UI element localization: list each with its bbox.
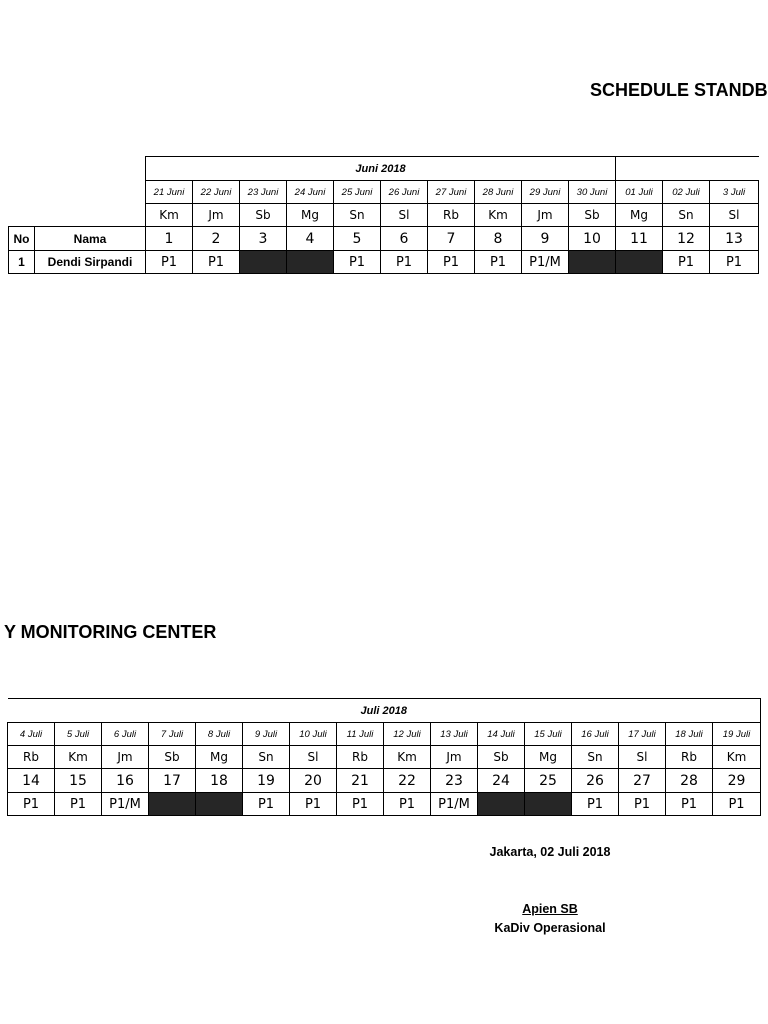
day-number-cell: 28 (666, 769, 713, 793)
day-cell: Rb (8, 746, 55, 769)
date-cell: 02 Juli (663, 181, 710, 204)
date-cell: 6 Juli (102, 723, 149, 746)
shift-cell: P1/M (431, 793, 478, 816)
day-number-cell: 15 (55, 769, 102, 793)
shift-cell: P1 (193, 251, 240, 274)
shift-cell: P1 (337, 793, 384, 816)
date-cell: 11 Juli (337, 723, 384, 746)
date-cell: 26 Juni (381, 181, 428, 204)
date-cell: 14 Juli (478, 723, 525, 746)
date-cell: 19 Juli (713, 723, 761, 746)
signer-title: KaDiv Operasional (494, 921, 606, 935)
date-cell: 4 Juli (8, 723, 55, 746)
day-number-cell: 8 (475, 227, 522, 251)
date-cell: 7 Juli (149, 723, 196, 746)
day-cell: Km (713, 746, 761, 769)
day-cell: Jm (193, 204, 240, 227)
day-cell: Sl (290, 746, 337, 769)
employee-name: Dendi Sirpandi (35, 251, 146, 274)
month-header-july: Juli 2018 (8, 699, 761, 723)
day-number-cell: 20 (290, 769, 337, 793)
shift-cell: P1 (475, 251, 522, 274)
day-cell: Rb (428, 204, 475, 227)
shift-cell: P1 (146, 251, 193, 274)
schedule-table-july (7, 698, 761, 816)
day-number-cell: 19 (243, 769, 290, 793)
blank-cell (9, 157, 35, 181)
date-cell: 27 Juni (428, 181, 475, 204)
day-cell: Sb (149, 746, 196, 769)
month-header-july-partial (616, 157, 759, 181)
day-number-cell: 29 (713, 769, 761, 793)
off-day-cell (240, 251, 287, 274)
day-cell: Mg (616, 204, 663, 227)
off-day-cell (616, 251, 663, 274)
day-cell: Mg (525, 746, 572, 769)
shift-cell: P1 (381, 251, 428, 274)
day-cell: Sn (243, 746, 290, 769)
header-no: No (9, 227, 35, 251)
date-cell: 28 Juni (475, 181, 522, 204)
date-cell: 17 Juli (619, 723, 666, 746)
day-number-cell: 21 (337, 769, 384, 793)
day-number-cell: 4 (287, 227, 334, 251)
date-cell: 16 Juli (572, 723, 619, 746)
day-number-cell: 2 (193, 227, 240, 251)
day-number-cell: 12 (663, 227, 710, 251)
day-cell: Sb (569, 204, 616, 227)
day-cell: Km (475, 204, 522, 227)
day-cell: Mg (287, 204, 334, 227)
date-cell: 25 Juni (334, 181, 381, 204)
date-cell: 22 Juni (193, 181, 240, 204)
blank-cell (35, 181, 146, 204)
day-cell: Jm (522, 204, 569, 227)
day-cell: Km (146, 204, 193, 227)
date-cell: 10 Juli (290, 723, 337, 746)
date-cell: 23 Juni (240, 181, 287, 204)
day-number-cell: 13 (710, 227, 759, 251)
day-cell: Jm (431, 746, 478, 769)
day-number-cell: 24 (478, 769, 525, 793)
off-day-cell (569, 251, 616, 274)
day-cell: Sl (710, 204, 759, 227)
off-day-cell (478, 793, 525, 816)
date-cell: 30 Juni (569, 181, 616, 204)
blank-cell (35, 157, 146, 181)
date-cell: 01 Juli (616, 181, 663, 204)
shift-cell: P1 (55, 793, 102, 816)
day-cell: Sn (663, 204, 710, 227)
row-number: 1 (9, 251, 35, 274)
day-number-cell: 18 (196, 769, 243, 793)
day-number-cell: 22 (384, 769, 431, 793)
blank-cell (35, 204, 146, 227)
off-day-cell (287, 251, 334, 274)
day-number-cell: 25 (525, 769, 572, 793)
shift-cell: P1 (428, 251, 475, 274)
day-number-cell: 6 (381, 227, 428, 251)
shift-cell: P1 (619, 793, 666, 816)
day-number-cell: 5 (334, 227, 381, 251)
day-number-cell: 11 (616, 227, 663, 251)
day-cell: Km (55, 746, 102, 769)
date-cell: 9 Juli (243, 723, 290, 746)
date-cell: 21 Juni (146, 181, 193, 204)
day-number-cell: 14 (8, 769, 55, 793)
shift-cell: P1 (384, 793, 431, 816)
day-number-cell: 10 (569, 227, 616, 251)
day-cell: Km (384, 746, 431, 769)
day-number-cell: 16 (102, 769, 149, 793)
day-number-cell: 1 (146, 227, 193, 251)
date-cell: 13 Juli (431, 723, 478, 746)
shift-cell: P1/M (102, 793, 149, 816)
page-title-part-2: Y MONITORING CENTER (4, 622, 217, 642)
day-number-cell: 7 (428, 227, 475, 251)
day-cell: Sl (381, 204, 428, 227)
day-number-cell: 23 (431, 769, 478, 793)
shift-cell: P1/M (522, 251, 569, 274)
blank-cell (9, 204, 35, 227)
shift-cell: P1 (572, 793, 619, 816)
off-day-cell (525, 793, 572, 816)
shift-cell: P1 (290, 793, 337, 816)
shift-cell: P1 (243, 793, 290, 816)
day-cell: Mg (196, 746, 243, 769)
date-cell: 29 Juni (522, 181, 569, 204)
blank-cell (9, 181, 35, 204)
day-number-cell: 26 (572, 769, 619, 793)
day-cell: Sn (334, 204, 381, 227)
date-cell: 18 Juli (666, 723, 713, 746)
day-number-cell: 27 (619, 769, 666, 793)
day-number-cell: 3 (240, 227, 287, 251)
shift-cell: P1 (710, 251, 759, 274)
shift-cell: P1 (663, 251, 710, 274)
header-name: Nama (35, 227, 146, 251)
month-header-june: Juni 2018 (146, 157, 616, 181)
day-cell: Sl (619, 746, 666, 769)
page-title-part-1: SCHEDULE STANDB (590, 80, 768, 100)
off-day-cell (196, 793, 243, 816)
date-cell: 3 Juli (710, 181, 759, 204)
shift-cell: P1 (334, 251, 381, 274)
day-number-cell: 9 (522, 227, 569, 251)
off-day-cell (149, 793, 196, 816)
shift-cell: P1 (713, 793, 761, 816)
date-cell: 5 Juli (55, 723, 102, 746)
day-number-cell: 17 (149, 769, 196, 793)
day-cell: Jm (102, 746, 149, 769)
date-cell: 15 Juli (525, 723, 572, 746)
day-cell: Rb (666, 746, 713, 769)
shift-cell: P1 (666, 793, 713, 816)
shift-cell: P1 (8, 793, 55, 816)
date-cell: 12 Juli (384, 723, 431, 746)
date-cell: 8 Juli (196, 723, 243, 746)
day-cell: Sn (572, 746, 619, 769)
place-date: Jakarta, 02 Juli 2018 (489, 845, 611, 859)
date-cell: 24 Juni (287, 181, 334, 204)
day-cell: Sb (478, 746, 525, 769)
schedule-table-june (8, 156, 759, 274)
day-cell: Rb (337, 746, 384, 769)
signer-name: Apien SB (522, 902, 578, 916)
day-cell: Sb (240, 204, 287, 227)
